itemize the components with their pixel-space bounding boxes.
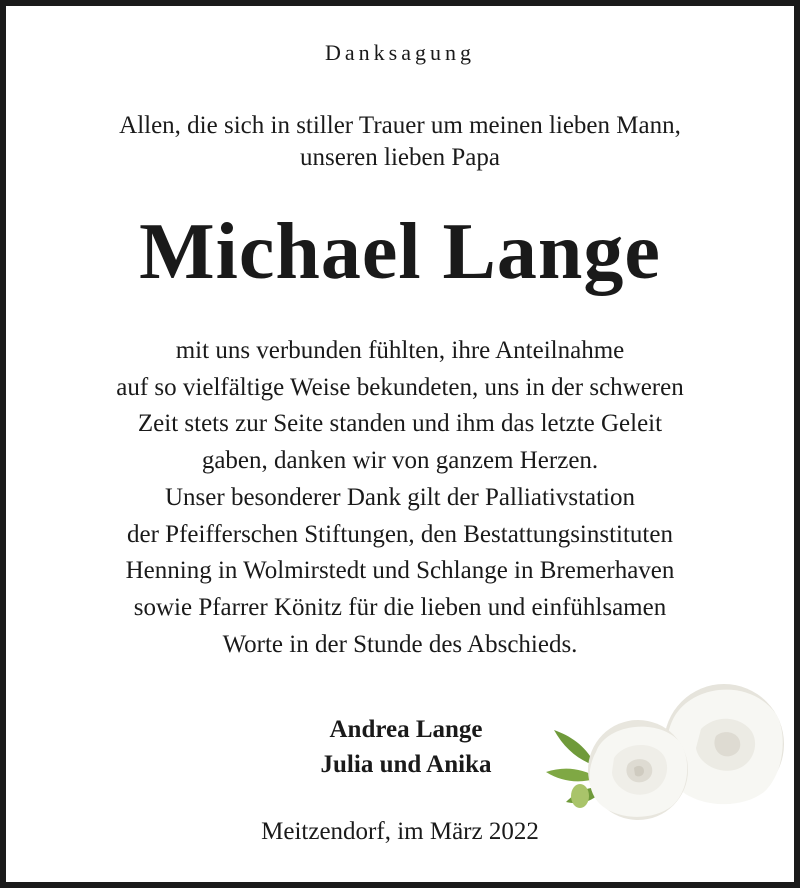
deceased-name: Michael Lange: [139, 208, 661, 296]
intro-text: [6, 110, 794, 174]
notice-heading: Danksagung: [325, 40, 475, 65]
body-line: Worte in der Stunde des Abschieds.: [222, 630, 578, 658]
body-line: Unser besonderer Dank gilt der Palliativstation: [164, 483, 636, 511]
body-line: der Pfeifferschen Stiftungen, den Bestattungsinstituten: [127, 520, 673, 548]
signer-name: Andrea Lange: [329, 716, 483, 743]
intro-line: unseren lieben Papa: [300, 144, 500, 171]
thanks-body: [6, 333, 794, 663]
body-line: mit uns verbunden fühlten, ihre Anteilnahme: [175, 337, 625, 364]
body-line: auf so vielfältige Weise bekundeten, uns in der schweren: [116, 373, 684, 401]
place-date: Meitzendorf, im März 2022: [261, 818, 539, 845]
body-line: sowie Pfarrer Könitz für die lieben und einfühlsamen: [133, 593, 667, 621]
intro-line: Allen, die sich in stiller Trauer um meinen lieben Mann,: [119, 112, 681, 139]
body-line: Henning in Wolmirstedt und Schlange in Bremerhaven: [125, 557, 675, 585]
signer-name: Julia und Anika: [320, 751, 492, 778]
body-line: Zeit stets zur Seite standen und ihm das letzte Geleit: [137, 410, 663, 438]
body-line: gaben, danken wir von ganzem Herzen.: [201, 447, 599, 475]
white-roses-icon: [526, 674, 788, 824]
